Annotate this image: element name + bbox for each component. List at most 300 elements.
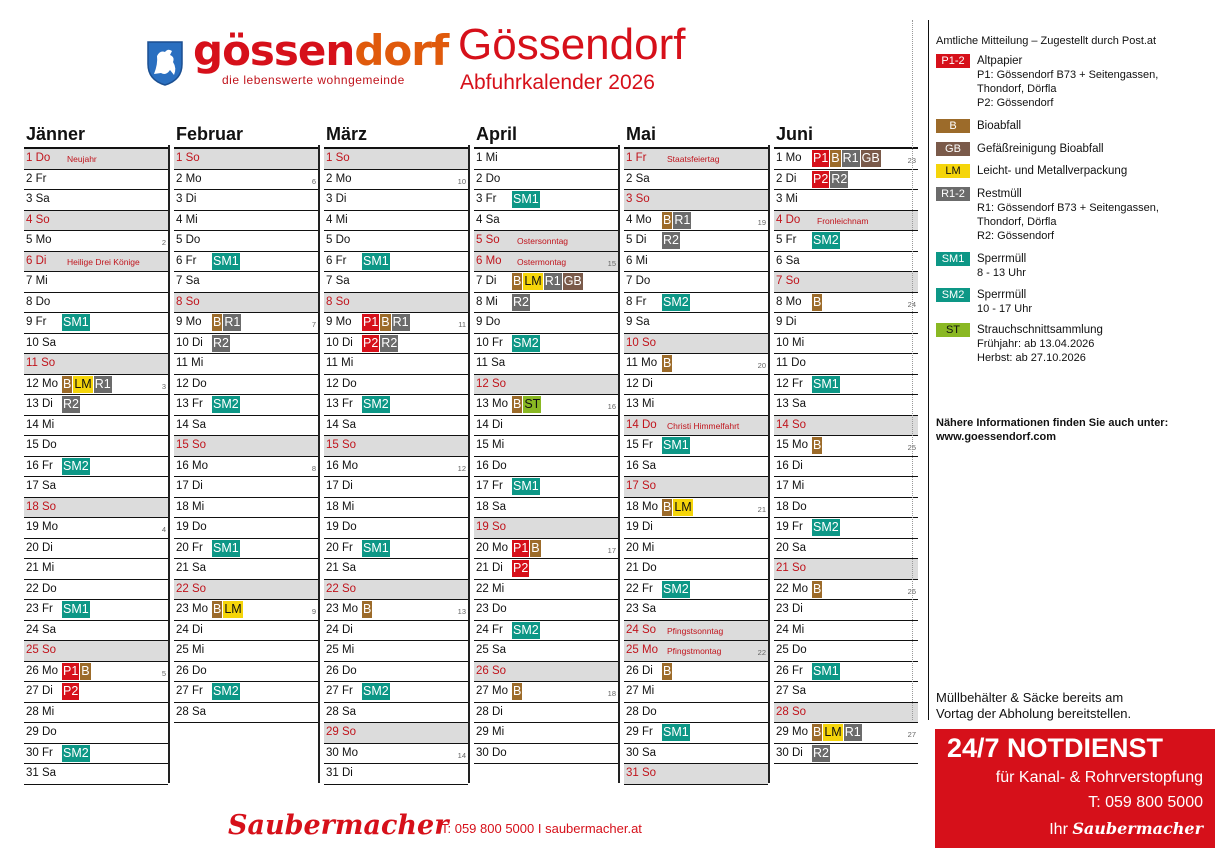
emergency-phone[interactable]: T: 059 800 5000 bbox=[1088, 794, 1203, 811]
day-row bbox=[474, 231, 618, 252]
day-label: 7 So bbox=[776, 275, 800, 287]
day-row bbox=[24, 703, 168, 724]
day-label: 15 Mo bbox=[776, 439, 808, 451]
column-separator bbox=[468, 145, 470, 783]
collection-tags bbox=[62, 663, 91, 680]
week-number: 10 bbox=[457, 176, 466, 186]
day-label: 4 So bbox=[26, 213, 50, 226]
collection-tags bbox=[512, 560, 529, 577]
week-number: 22 bbox=[757, 648, 766, 657]
day-label: 28 Do bbox=[626, 705, 657, 718]
day-row bbox=[324, 395, 468, 416]
day-label: 23 Di bbox=[776, 603, 803, 615]
collection-tags bbox=[212, 396, 240, 413]
collection-badge-b: B bbox=[213, 602, 222, 616]
legend-detail: P1: Gössendorf B73 + Seitengassen, bbox=[977, 69, 1159, 81]
collection-tags bbox=[62, 314, 90, 331]
legend-label: Restmüll bbox=[977, 188, 1022, 200]
website-link[interactable]: www.goessendorf.com bbox=[936, 431, 1057, 443]
day-label: 8 Mo bbox=[776, 295, 802, 308]
day-label: 5 Fr bbox=[776, 234, 797, 246]
collection-badge-b: B bbox=[381, 315, 390, 329]
day-row bbox=[624, 354, 768, 375]
day-label: 5 So bbox=[476, 234, 500, 246]
day-label: 26 Mo bbox=[26, 664, 58, 677]
day-row bbox=[324, 682, 468, 703]
day-row bbox=[174, 252, 318, 273]
day-row bbox=[174, 703, 318, 724]
collection-badge-lm: LM bbox=[224, 602, 242, 616]
day-label: 18 Mi bbox=[326, 500, 355, 513]
column-separator bbox=[318, 145, 320, 783]
day-label: 16 Mo bbox=[326, 459, 358, 472]
day-row bbox=[174, 559, 318, 580]
day-row bbox=[474, 498, 618, 519]
collection-badge-sm2: SM2 bbox=[363, 684, 389, 698]
day-row bbox=[774, 170, 918, 191]
day-row bbox=[624, 416, 768, 437]
day-row bbox=[474, 272, 618, 293]
collection-tags bbox=[512, 335, 540, 352]
collection-tags bbox=[662, 355, 672, 372]
brand-tagline: die lebenswerte wohngemeinde bbox=[222, 73, 405, 87]
day-row bbox=[474, 703, 618, 724]
day-row bbox=[324, 436, 468, 457]
day-row bbox=[624, 744, 768, 765]
legend-badge: SM1 bbox=[936, 252, 970, 266]
day-row bbox=[324, 641, 468, 662]
day-label: 2 Fr bbox=[26, 172, 47, 185]
day-label: 23 Do bbox=[476, 603, 507, 615]
day-label: 1 Do bbox=[26, 152, 51, 164]
day-row bbox=[324, 457, 468, 478]
day-label: 22 Do bbox=[26, 582, 57, 595]
collection-badge-b: B bbox=[513, 274, 522, 288]
legend-label: Leicht- und Metallverpackung bbox=[977, 165, 1128, 177]
legend-detail: 10 - 17 Uhr bbox=[977, 303, 1033, 315]
day-label: 8 Do bbox=[26, 295, 51, 308]
day-row bbox=[324, 211, 468, 232]
day-row bbox=[624, 498, 768, 519]
day-row bbox=[24, 580, 168, 601]
day-row bbox=[324, 252, 468, 273]
day-row bbox=[324, 662, 468, 683]
day-label: 3 Mi bbox=[776, 193, 798, 205]
emergency-title: 24/7 NOTDIENST bbox=[947, 733, 1164, 763]
day-row bbox=[324, 518, 468, 539]
container-notice-line: Vortag der Abholung bereitstellen. bbox=[936, 706, 1132, 721]
footer-contact[interactable]: T: 059 800 5000 I saubermacher.at bbox=[441, 821, 642, 836]
day-row bbox=[24, 395, 168, 416]
day-row bbox=[774, 682, 918, 703]
day-row bbox=[174, 211, 318, 232]
day-label: 15 So bbox=[326, 439, 357, 451]
day-row bbox=[324, 416, 468, 437]
day-label: 15 Fr bbox=[626, 439, 653, 451]
day-row bbox=[324, 580, 468, 601]
day-label: 28 So bbox=[776, 705, 807, 718]
day-row bbox=[774, 334, 918, 355]
legend-detail: 8 - 13 Uhr bbox=[977, 267, 1026, 279]
day-label: 24 Di bbox=[326, 623, 353, 636]
collection-badge-b: B bbox=[363, 602, 372, 616]
day-label: 1 Mo bbox=[776, 152, 802, 164]
collection-badge-sm2: SM2 bbox=[213, 684, 239, 698]
day-row bbox=[624, 723, 768, 744]
day-label: 10 Sa bbox=[26, 336, 57, 349]
collection-badge-sm2: SM2 bbox=[663, 294, 689, 309]
day-label: 25 Mo bbox=[626, 644, 658, 656]
day-row bbox=[24, 313, 168, 334]
day-row bbox=[324, 313, 468, 334]
day-row bbox=[774, 744, 918, 765]
day-label: 29 Mo bbox=[776, 726, 808, 738]
holiday-label: Heilige Drei Könige bbox=[67, 256, 140, 267]
day-row bbox=[474, 313, 618, 334]
day-label: 16 Sa bbox=[626, 459, 657, 472]
collection-badge-r2: R2 bbox=[831, 171, 848, 186]
day-label: 26 Di bbox=[626, 664, 653, 677]
collection-badge-b: B bbox=[513, 684, 522, 698]
week-number: 3 bbox=[161, 381, 166, 391]
collection-tags bbox=[512, 191, 540, 208]
day-label: 25 Sa bbox=[476, 644, 507, 656]
day-label: 5 Do bbox=[326, 234, 351, 246]
legend-label: Altpapier bbox=[977, 55, 1023, 67]
day-label: 30 Do bbox=[476, 746, 507, 759]
day-row bbox=[774, 313, 918, 334]
collection-badge-b: B bbox=[831, 151, 840, 165]
day-label: 26 Do bbox=[176, 664, 207, 677]
collection-tags bbox=[812, 232, 840, 249]
day-row bbox=[774, 457, 918, 478]
day-label: 13 Di bbox=[26, 398, 53, 410]
day-row bbox=[624, 764, 768, 785]
day-row bbox=[174, 354, 318, 375]
collection-tags bbox=[362, 601, 372, 618]
collection-badge-sm2: SM2 bbox=[63, 458, 89, 473]
day-row bbox=[624, 170, 768, 191]
collection-badge-r1: R1 bbox=[224, 315, 241, 329]
day-row bbox=[474, 149, 618, 170]
day-row bbox=[624, 662, 768, 683]
collection-tags bbox=[212, 314, 241, 331]
column-separator bbox=[768, 145, 770, 783]
week-number: 2 bbox=[161, 238, 166, 247]
day-label: 27 Fr bbox=[326, 685, 353, 697]
collection-badge-gb: GB bbox=[861, 151, 880, 165]
month-name: Jänner bbox=[24, 125, 168, 149]
day-label: 29 Do bbox=[26, 726, 57, 738]
day-label: 7 Di bbox=[476, 275, 497, 287]
day-label: 31 Sa bbox=[26, 767, 57, 779]
day-label: 12 Di bbox=[626, 377, 653, 390]
day-row bbox=[774, 477, 918, 498]
collection-tags bbox=[812, 294, 822, 311]
day-row bbox=[24, 272, 168, 293]
collection-badge-p1: P1 bbox=[63, 663, 79, 678]
day-row bbox=[474, 457, 618, 478]
day-label: 27 Fr bbox=[176, 685, 203, 697]
legend-detail: R1: Gössendorf B73 + Seitengassen, bbox=[977, 202, 1159, 214]
day-label: 9 Do bbox=[476, 316, 501, 328]
week-number: 16 bbox=[607, 402, 616, 411]
official-notice: Amtliche Mitteilung – Zugestellt durch Post.at bbox=[936, 35, 1157, 47]
day-row bbox=[774, 600, 918, 621]
day-label: 20 Mi bbox=[626, 541, 655, 554]
day-label: 17 Fr bbox=[476, 480, 503, 492]
day-label: 21 Di bbox=[476, 562, 503, 574]
day-row bbox=[324, 272, 468, 293]
day-label: 1 Mi bbox=[476, 152, 498, 164]
day-label: 10 Fr bbox=[476, 336, 503, 349]
collection-badge-b: B bbox=[663, 499, 672, 514]
collection-badge-lm: LM bbox=[524, 274, 542, 288]
collection-tags bbox=[812, 519, 840, 536]
month-name: März bbox=[324, 125, 468, 149]
day-row bbox=[774, 354, 918, 375]
day-row bbox=[474, 621, 618, 642]
day-label: 30 Fr bbox=[26, 746, 53, 759]
collection-badge-b: B bbox=[213, 315, 222, 329]
day-row bbox=[174, 518, 318, 539]
week-number: 25 bbox=[907, 443, 916, 452]
day-row bbox=[324, 539, 468, 560]
collection-badge-sm1: SM1 bbox=[363, 540, 389, 555]
month-name: Februar bbox=[174, 125, 318, 149]
day-label: 22 Mi bbox=[476, 582, 505, 595]
day-label: 3 Sa bbox=[26, 193, 50, 205]
collection-badge-lm: LM bbox=[74, 376, 92, 391]
holiday-label: Fronleichnam bbox=[817, 215, 869, 226]
month-column bbox=[474, 125, 618, 764]
collection-tags bbox=[362, 253, 390, 270]
collection-badge-b: B bbox=[813, 581, 822, 596]
day-label: 10 Di bbox=[176, 336, 203, 349]
collection-badge-b: B bbox=[513, 397, 522, 411]
day-row bbox=[174, 641, 318, 662]
day-row bbox=[174, 375, 318, 396]
collection-tags bbox=[212, 253, 240, 270]
day-label: 22 So bbox=[326, 582, 357, 595]
day-row bbox=[474, 436, 618, 457]
day-label: 27 Sa bbox=[776, 685, 807, 697]
legend-badge: B bbox=[936, 119, 970, 133]
day-row bbox=[174, 539, 318, 560]
day-row bbox=[174, 272, 318, 293]
day-label: 27 Mo bbox=[476, 685, 508, 697]
collection-badge-p1: P1 bbox=[813, 151, 829, 165]
day-row bbox=[24, 211, 168, 232]
day-label: 20 Mo bbox=[476, 541, 508, 554]
day-row bbox=[774, 662, 918, 683]
day-label: 26 Do bbox=[326, 664, 357, 677]
day-row bbox=[24, 170, 168, 191]
week-number: 23 bbox=[907, 156, 916, 165]
day-row bbox=[174, 600, 318, 621]
holiday-label: Pfingstsonntag bbox=[667, 625, 724, 636]
day-label: 12 Do bbox=[176, 377, 207, 390]
collection-tags bbox=[362, 314, 410, 331]
day-label: 14 So bbox=[776, 418, 807, 431]
day-row bbox=[774, 641, 918, 662]
collection-badge-sm1: SM1 bbox=[63, 315, 89, 329]
collection-tags bbox=[362, 396, 390, 413]
day-label: 25 Mi bbox=[176, 644, 205, 656]
day-label: 25 Do bbox=[776, 644, 807, 656]
day-label: 1 Fr bbox=[626, 152, 647, 164]
day-label: 25 Mi bbox=[326, 644, 355, 656]
day-row bbox=[774, 293, 918, 314]
week-number: 9 bbox=[311, 607, 316, 616]
day-row bbox=[174, 190, 318, 211]
day-row bbox=[174, 293, 318, 314]
week-number: 20 bbox=[757, 361, 766, 370]
week-number: 6 bbox=[311, 176, 316, 186]
collection-tags bbox=[662, 294, 690, 311]
collection-tags bbox=[662, 232, 680, 249]
page-subtitle: Abfuhrkalender 2026 bbox=[460, 71, 655, 94]
collection-tags bbox=[62, 683, 79, 700]
day-row bbox=[24, 518, 168, 539]
day-label: 11 Mi bbox=[176, 357, 204, 369]
collection-badge-p2: P2 bbox=[513, 561, 529, 575]
day-row bbox=[624, 559, 768, 580]
day-label: 23 Mo bbox=[326, 603, 358, 615]
coat-of-arms-logo bbox=[146, 40, 184, 86]
day-row bbox=[474, 744, 618, 765]
week-number: 17 bbox=[607, 545, 616, 555]
day-label: 13 Mo bbox=[476, 398, 508, 410]
legend-detail: Herbst: ab 27.10.2026 bbox=[977, 352, 1086, 364]
day-label: 17 So bbox=[626, 480, 657, 492]
collection-tags bbox=[62, 745, 90, 762]
day-row bbox=[624, 457, 768, 478]
day-row bbox=[474, 518, 618, 539]
month-column bbox=[624, 125, 768, 785]
collection-tags bbox=[362, 335, 398, 352]
collection-badge-sm1: SM1 bbox=[813, 663, 839, 678]
collection-badge-r1: R1 bbox=[842, 151, 859, 165]
saubermacher-logo: Saubermacher bbox=[228, 810, 449, 841]
day-label: 13 Fr bbox=[176, 398, 203, 410]
day-row bbox=[24, 457, 168, 478]
day-label: 24 Fr bbox=[476, 623, 503, 636]
day-label: 28 Sa bbox=[176, 705, 207, 718]
day-row bbox=[24, 252, 168, 273]
day-row bbox=[624, 375, 768, 396]
collection-tags bbox=[812, 581, 822, 598]
collection-tags bbox=[62, 396, 80, 413]
day-row bbox=[174, 498, 318, 519]
legend-badge: LM bbox=[936, 164, 970, 178]
day-label: 2 Mo bbox=[176, 172, 202, 185]
collection-badge-r1: R1 bbox=[392, 315, 409, 329]
collection-tags bbox=[512, 294, 530, 311]
week-number: 15 bbox=[607, 258, 616, 268]
day-row bbox=[174, 416, 318, 437]
day-label: 8 Mi bbox=[476, 295, 498, 308]
day-row bbox=[774, 211, 918, 232]
collection-tags bbox=[512, 478, 540, 495]
holiday-label: Ostermontag bbox=[517, 256, 567, 267]
legend-detail: R2: Gössendorf bbox=[977, 230, 1055, 242]
day-row bbox=[474, 416, 618, 437]
day-label: 12 Fr bbox=[776, 377, 803, 390]
day-label: 6 Di bbox=[26, 254, 47, 267]
day-row bbox=[324, 149, 468, 170]
day-row bbox=[474, 375, 618, 396]
day-label: 31 Di bbox=[326, 767, 353, 779]
day-label: 24 So bbox=[626, 623, 657, 636]
week-number: 12 bbox=[457, 463, 466, 473]
day-label: 18 Sa bbox=[476, 500, 507, 513]
week-number: 4 bbox=[161, 525, 166, 534]
collection-tags bbox=[512, 622, 540, 639]
collection-tags bbox=[212, 540, 240, 557]
collection-tags bbox=[662, 663, 672, 680]
collection-tags bbox=[812, 437, 822, 454]
day-row bbox=[324, 293, 468, 314]
emergency-description: für Kanal- & Rohrverstopfung bbox=[995, 769, 1203, 786]
day-row bbox=[624, 272, 768, 293]
week-number: 26 bbox=[907, 586, 916, 596]
collection-badge-sm1: SM1 bbox=[513, 192, 539, 206]
holiday-label: Staatsfeiertag bbox=[667, 154, 720, 164]
column-separator bbox=[618, 145, 620, 783]
day-label: 12 Mo bbox=[26, 377, 58, 390]
collection-badge-sm1: SM1 bbox=[663, 725, 689, 739]
day-row bbox=[474, 682, 618, 703]
day-label: 4 Do bbox=[776, 213, 801, 226]
day-label: 9 Mo bbox=[326, 316, 352, 328]
day-label: 4 Mo bbox=[626, 213, 652, 226]
day-row bbox=[624, 313, 768, 334]
day-row bbox=[774, 436, 918, 457]
day-label: 14 Sa bbox=[176, 418, 207, 431]
day-label: 17 Sa bbox=[26, 480, 57, 492]
day-label: 2 Do bbox=[476, 172, 501, 185]
day-label: 3 So bbox=[626, 193, 650, 205]
day-row bbox=[474, 559, 618, 580]
collection-tags bbox=[662, 437, 690, 454]
week-number: 14 bbox=[457, 750, 466, 760]
container-notice-line: Müllbehälter & Säcke bereits am bbox=[936, 690, 1124, 705]
day-row bbox=[24, 559, 168, 580]
day-row bbox=[474, 334, 618, 355]
collection-badge-sm2: SM2 bbox=[813, 520, 839, 534]
page-title: Gössendorf bbox=[458, 20, 686, 69]
day-row bbox=[324, 354, 468, 375]
month-name: April bbox=[474, 125, 618, 149]
day-row bbox=[24, 190, 168, 211]
collection-badge-sm1: SM1 bbox=[213, 540, 239, 555]
day-row bbox=[174, 149, 318, 170]
day-row bbox=[24, 539, 168, 560]
day-label: 7 Sa bbox=[176, 275, 200, 287]
day-row bbox=[24, 354, 168, 375]
day-row bbox=[24, 375, 168, 396]
day-label: 25 So bbox=[26, 644, 57, 656]
brand-logo-text: gössendorf bbox=[193, 26, 449, 75]
day-label: 30 Di bbox=[776, 746, 803, 759]
day-label: 30 Mo bbox=[326, 746, 358, 759]
collection-badge-b: B bbox=[663, 356, 672, 370]
day-label: 9 Di bbox=[776, 316, 797, 328]
day-label: 6 Mi bbox=[626, 254, 648, 267]
week-number: 19 bbox=[757, 217, 766, 227]
day-label: 9 Mo bbox=[176, 316, 202, 328]
